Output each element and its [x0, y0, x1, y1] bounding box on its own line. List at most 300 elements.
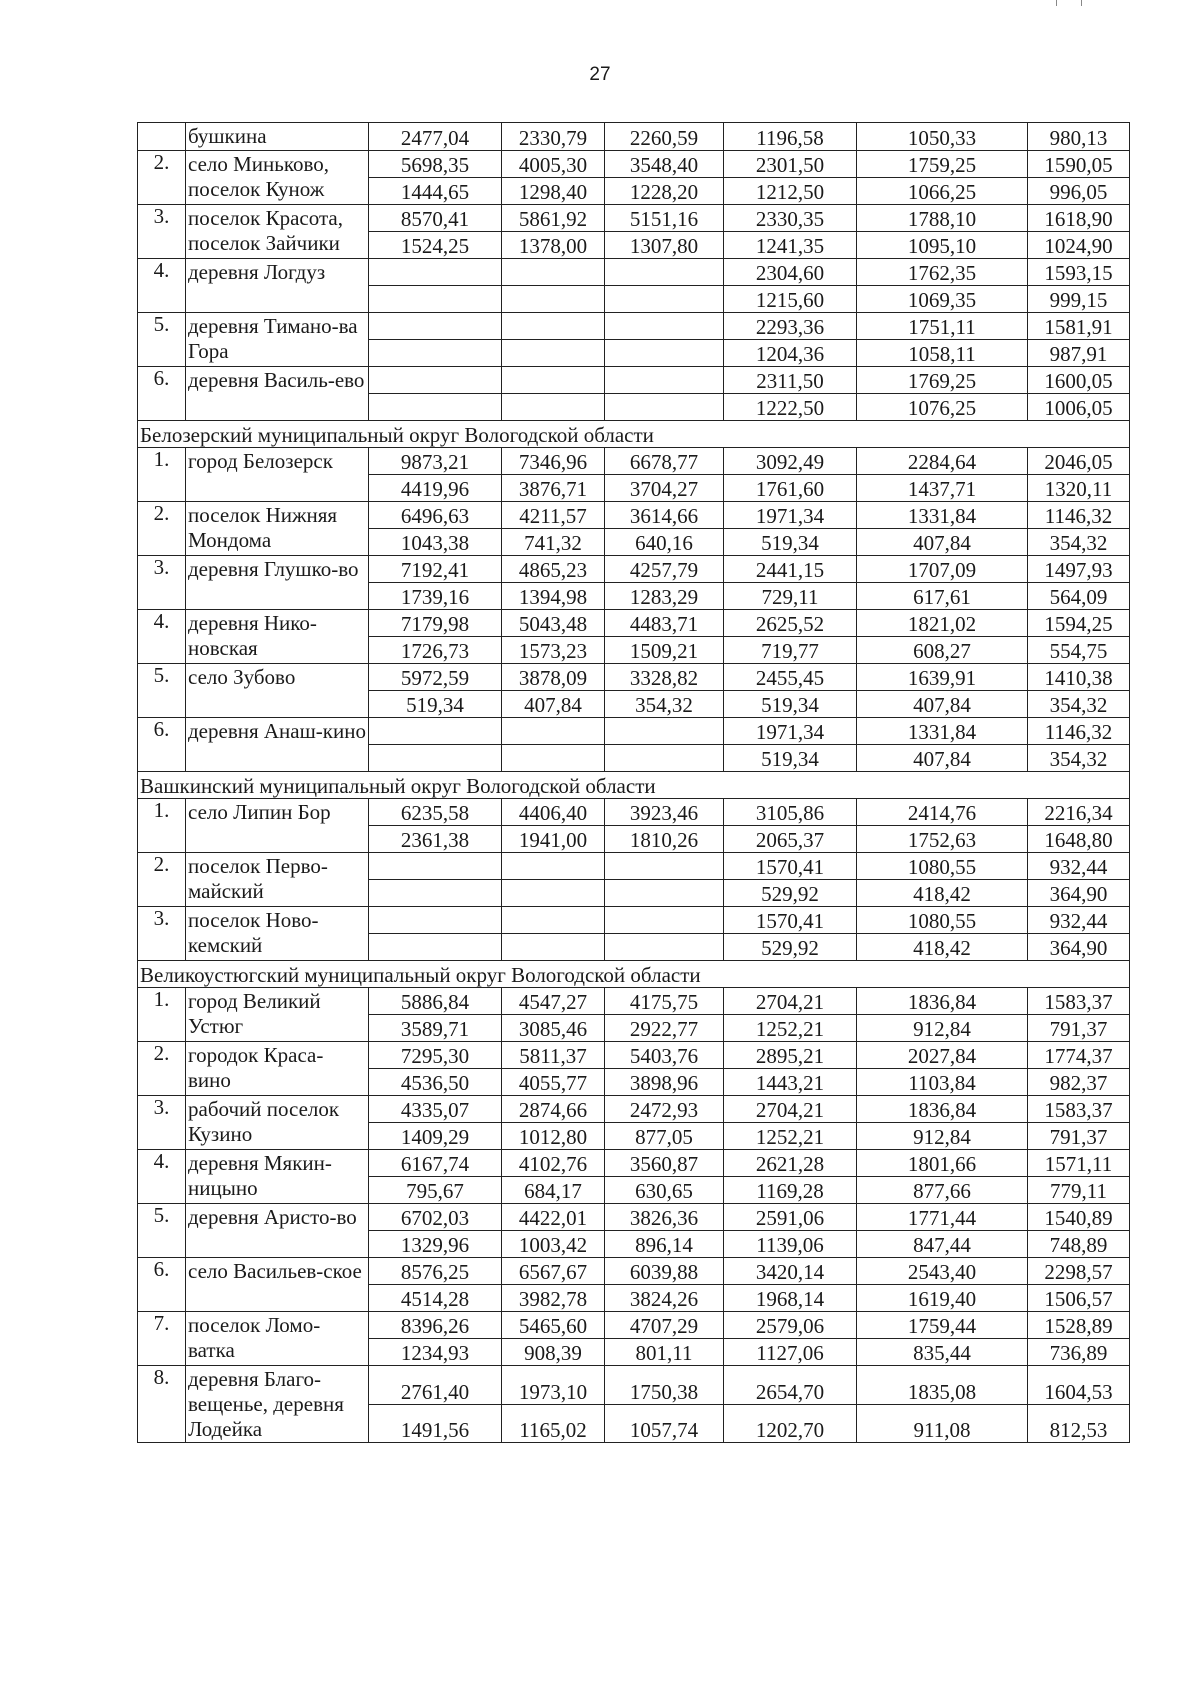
- row-number: 8.: [138, 1366, 186, 1443]
- value-cell: 2298,57: [1028, 1258, 1130, 1285]
- value-cell: 1788,10: [857, 205, 1028, 232]
- value-cell: 354,32: [1028, 745, 1130, 772]
- value-cell: 4483,71: [605, 610, 724, 637]
- value-cell: 3420,14: [724, 1258, 857, 1285]
- value-cell: [502, 367, 605, 394]
- value-cell: 564,09: [1028, 583, 1130, 610]
- value-cell: 1506,57: [1028, 1285, 1130, 1312]
- value-cell: [605, 907, 724, 934]
- value-cell: 2414,76: [857, 799, 1028, 826]
- value-cell: 4419,96: [369, 475, 502, 502]
- value-cell: 980,13: [1028, 123, 1130, 151]
- value-cell: 407,84: [857, 745, 1028, 772]
- value-cell: 6496,63: [369, 502, 502, 529]
- settlement-name: деревня Василь-ево: [186, 367, 369, 421]
- value-cell: 1570,41: [724, 853, 857, 880]
- value-cell: 1410,38: [1028, 664, 1130, 691]
- value-cell: 1759,25: [857, 151, 1028, 178]
- value-cell: 5465,60: [502, 1312, 605, 1339]
- value-cell: 1801,66: [857, 1150, 1028, 1177]
- value-cell: 1971,34: [724, 718, 857, 745]
- row-number: 2.: [138, 151, 186, 205]
- value-cell: 2441,15: [724, 556, 857, 583]
- value-cell: [605, 340, 724, 367]
- value-cell: 5043,48: [502, 610, 605, 637]
- value-cell: 2027,84: [857, 1042, 1028, 1069]
- value-cell: 4211,57: [502, 502, 605, 529]
- value-cell: 791,37: [1028, 1123, 1130, 1150]
- value-cell: 1540,89: [1028, 1204, 1130, 1231]
- district-title: Вашкинский муниципальный округ Вологодской области: [138, 772, 1130, 799]
- value-cell: [605, 745, 724, 772]
- value-cell: [369, 313, 502, 340]
- value-cell: 2260,59: [605, 123, 724, 151]
- value-cell: 2704,21: [724, 1096, 857, 1123]
- value-cell: 932,44: [1028, 853, 1130, 880]
- value-cell: 1234,93: [369, 1339, 502, 1366]
- value-cell: [605, 313, 724, 340]
- district-header-row: [138, 421, 1130, 448]
- value-cell: 1509,21: [605, 637, 724, 664]
- value-cell: 630,65: [605, 1177, 724, 1204]
- value-cell: 2301,50: [724, 151, 857, 178]
- value-cell: 2046,05: [1028, 448, 1130, 475]
- value-cell: 2216,34: [1028, 799, 1130, 826]
- value-cell: 1594,25: [1028, 610, 1130, 637]
- value-cell: 5972,59: [369, 664, 502, 691]
- value-cell: 1103,84: [857, 1069, 1028, 1096]
- value-cell: [502, 853, 605, 880]
- table-row: [138, 502, 1130, 529]
- value-cell: 364,90: [1028, 880, 1130, 907]
- value-cell: [369, 340, 502, 367]
- value-cell: 1252,21: [724, 1123, 857, 1150]
- value-cell: 1810,26: [605, 826, 724, 853]
- value-cell: 1590,05: [1028, 151, 1130, 178]
- value-cell: [502, 313, 605, 340]
- value-cell: 1726,73: [369, 637, 502, 664]
- value-cell: [369, 286, 502, 313]
- district-header-row: [138, 961, 1130, 988]
- table-row: [138, 718, 1130, 745]
- value-cell: 7295,30: [369, 1042, 502, 1069]
- value-cell: 1771,44: [857, 1204, 1028, 1231]
- value-cell: 407,84: [857, 529, 1028, 556]
- table-row: [138, 1204, 1130, 1231]
- value-cell: [369, 394, 502, 421]
- settlement-name: село Миньково, поселок Кунож: [186, 151, 369, 205]
- value-cell: 736,89: [1028, 1339, 1130, 1366]
- value-cell: 4865,23: [502, 556, 605, 583]
- value-cell: 4536,50: [369, 1069, 502, 1096]
- value-cell: 4175,75: [605, 988, 724, 1015]
- row-number: 4.: [138, 610, 186, 664]
- value-cell: 1003,42: [502, 1231, 605, 1258]
- value-cell: 1394,98: [502, 583, 605, 610]
- value-cell: 1581,91: [1028, 313, 1130, 340]
- value-cell: 1069,35: [857, 286, 1028, 313]
- settlement-name: деревня Аристо-во: [186, 1204, 369, 1258]
- value-cell: 7192,41: [369, 556, 502, 583]
- value-cell: 996,05: [1028, 178, 1130, 205]
- value-cell: [502, 286, 605, 313]
- row-number: 1.: [138, 448, 186, 502]
- table-row: [138, 1150, 1130, 1177]
- value-cell: 6702,03: [369, 1204, 502, 1231]
- value-cell: 1127,06: [724, 1339, 857, 1366]
- value-cell: 2895,21: [724, 1042, 857, 1069]
- row-number: 3.: [138, 1096, 186, 1150]
- value-cell: 877,66: [857, 1177, 1028, 1204]
- value-cell: [369, 853, 502, 880]
- settlement-name: поселок Перво-майский: [186, 853, 369, 907]
- table-row: [138, 151, 1130, 178]
- tariff-table-wrapper: [137, 122, 1130, 1443]
- value-cell: 1283,29: [605, 583, 724, 610]
- value-cell: 1761,60: [724, 475, 857, 502]
- value-cell: 3614,66: [605, 502, 724, 529]
- table-row: [138, 1042, 1130, 1069]
- value-cell: [369, 745, 502, 772]
- value-cell: 932,44: [1028, 907, 1130, 934]
- value-cell: 1006,05: [1028, 394, 1130, 421]
- value-cell: 4005,30: [502, 151, 605, 178]
- value-cell: 2874,66: [502, 1096, 605, 1123]
- value-cell: 519,34: [724, 529, 857, 556]
- value-cell: 2543,40: [857, 1258, 1028, 1285]
- table-row: [138, 907, 1130, 934]
- value-cell: 1012,80: [502, 1123, 605, 1150]
- value-cell: 1165,02: [502, 1404, 605, 1443]
- value-cell: 741,32: [502, 529, 605, 556]
- value-cell: 2472,93: [605, 1096, 724, 1123]
- value-cell: 7346,96: [502, 448, 605, 475]
- row-number: 7.: [138, 1312, 186, 1366]
- value-cell: 1759,44: [857, 1312, 1028, 1339]
- value-cell: 2330,79: [502, 123, 605, 151]
- row-number: 5.: [138, 664, 186, 718]
- district-header-row: [138, 772, 1130, 799]
- value-cell: 5811,37: [502, 1042, 605, 1069]
- value-cell: 3589,71: [369, 1015, 502, 1042]
- row-number: 2.: [138, 502, 186, 556]
- value-cell: 2621,28: [724, 1150, 857, 1177]
- value-cell: [605, 880, 724, 907]
- value-cell: 3548,40: [605, 151, 724, 178]
- value-cell: 791,37: [1028, 1015, 1130, 1042]
- value-cell: [369, 907, 502, 934]
- value-cell: 1583,37: [1028, 1096, 1130, 1123]
- table-row: [138, 1366, 1130, 1405]
- value-cell: 354,32: [1028, 529, 1130, 556]
- value-cell: 795,67: [369, 1177, 502, 1204]
- value-cell: 3878,09: [502, 664, 605, 691]
- value-cell: [502, 718, 605, 745]
- value-cell: 1222,50: [724, 394, 857, 421]
- value-cell: 1524,25: [369, 232, 502, 259]
- value-cell: 354,32: [605, 691, 724, 718]
- value-cell: 5886,84: [369, 988, 502, 1015]
- value-cell: 2455,45: [724, 664, 857, 691]
- settlement-name: деревня Глушко-во: [186, 556, 369, 610]
- value-cell: [502, 259, 605, 286]
- value-cell: 2330,35: [724, 205, 857, 232]
- value-cell: 896,14: [605, 1231, 724, 1258]
- value-cell: 1571,11: [1028, 1150, 1130, 1177]
- value-cell: 2477,04: [369, 123, 502, 151]
- settlement-name: село Зубово: [186, 664, 369, 718]
- row-number: 5.: [138, 1204, 186, 1258]
- value-cell: 1941,00: [502, 826, 605, 853]
- table-body: [138, 123, 1130, 1443]
- value-cell: 1169,28: [724, 1177, 857, 1204]
- value-cell: 1751,11: [857, 313, 1028, 340]
- value-cell: 1583,37: [1028, 988, 1130, 1015]
- table-row: [138, 799, 1130, 826]
- value-cell: 1298,40: [502, 178, 605, 205]
- scan-edge-mark: [1056, 0, 1082, 6]
- value-cell: 1212,50: [724, 178, 857, 205]
- value-cell: 1835,08: [857, 1366, 1028, 1405]
- value-cell: 1600,05: [1028, 367, 1130, 394]
- value-cell: [369, 934, 502, 961]
- value-cell: 1076,25: [857, 394, 1028, 421]
- settlement-name: бушкина: [186, 123, 369, 151]
- value-cell: [369, 880, 502, 907]
- value-cell: 4257,79: [605, 556, 724, 583]
- value-cell: 982,37: [1028, 1069, 1130, 1096]
- value-cell: 1707,09: [857, 556, 1028, 583]
- district-title: Белозерский муниципальный округ Вологодской области: [138, 421, 1130, 448]
- value-cell: 877,05: [605, 1123, 724, 1150]
- value-cell: 6235,58: [369, 799, 502, 826]
- value-cell: 1618,90: [1028, 205, 1130, 232]
- value-cell: 4707,29: [605, 1312, 724, 1339]
- value-cell: 5151,16: [605, 205, 724, 232]
- value-cell: 1619,40: [857, 1285, 1028, 1312]
- value-cell: 1080,55: [857, 853, 1028, 880]
- value-cell: 2922,77: [605, 1015, 724, 1042]
- value-cell: 2625,52: [724, 610, 857, 637]
- value-cell: 1769,25: [857, 367, 1028, 394]
- value-cell: 1648,80: [1028, 826, 1130, 853]
- table-row: [138, 123, 1130, 151]
- value-cell: 1307,80: [605, 232, 724, 259]
- value-cell: [369, 718, 502, 745]
- value-cell: 554,75: [1028, 637, 1130, 664]
- value-cell: [605, 286, 724, 313]
- value-cell: 2293,36: [724, 313, 857, 340]
- value-cell: 1329,96: [369, 1231, 502, 1258]
- value-cell: 3826,36: [605, 1204, 724, 1231]
- table-row: [138, 259, 1130, 286]
- value-cell: 1204,36: [724, 340, 857, 367]
- row-number: 4.: [138, 259, 186, 313]
- value-cell: 999,15: [1028, 286, 1130, 313]
- value-cell: 1752,63: [857, 826, 1028, 853]
- table-row: [138, 448, 1130, 475]
- value-cell: 4055,77: [502, 1069, 605, 1096]
- value-cell: 4335,07: [369, 1096, 502, 1123]
- value-cell: 640,16: [605, 529, 724, 556]
- value-cell: 1593,15: [1028, 259, 1130, 286]
- value-cell: 801,11: [605, 1339, 724, 1366]
- settlement-name: деревня Мякин-ницыно: [186, 1150, 369, 1204]
- value-cell: 2591,06: [724, 1204, 857, 1231]
- value-cell: 779,11: [1028, 1177, 1130, 1204]
- value-cell: [605, 259, 724, 286]
- settlement-name: деревня Тимано-ва Гора: [186, 313, 369, 367]
- value-cell: 1836,84: [857, 1096, 1028, 1123]
- value-cell: 6678,77: [605, 448, 724, 475]
- value-cell: 407,84: [502, 691, 605, 718]
- value-cell: 4547,27: [502, 988, 605, 1015]
- settlement-name: деревня Анаш-кино: [186, 718, 369, 772]
- value-cell: 4102,76: [502, 1150, 605, 1177]
- value-cell: 812,53: [1028, 1404, 1130, 1443]
- value-cell: 364,90: [1028, 934, 1130, 961]
- value-cell: 1196,58: [724, 123, 857, 151]
- value-cell: 2284,64: [857, 448, 1028, 475]
- value-cell: 684,17: [502, 1177, 605, 1204]
- value-cell: 2579,06: [724, 1312, 857, 1339]
- value-cell: 1973,10: [502, 1366, 605, 1405]
- value-cell: 1252,21: [724, 1015, 857, 1042]
- value-cell: 2311,50: [724, 367, 857, 394]
- value-cell: 529,92: [724, 880, 857, 907]
- value-cell: 1762,35: [857, 259, 1028, 286]
- row-number: 6.: [138, 367, 186, 421]
- row-number: 3.: [138, 205, 186, 259]
- value-cell: 407,84: [857, 691, 1028, 718]
- value-cell: 2761,40: [369, 1366, 502, 1405]
- value-cell: 3092,49: [724, 448, 857, 475]
- value-cell: 1739,16: [369, 583, 502, 610]
- value-cell: 5403,76: [605, 1042, 724, 1069]
- table-row: [138, 205, 1130, 232]
- value-cell: 1437,71: [857, 475, 1028, 502]
- settlement-name: город Белозерск: [186, 448, 369, 502]
- value-cell: 1570,41: [724, 907, 857, 934]
- value-cell: 6167,74: [369, 1150, 502, 1177]
- settlement-name: деревня Нико-новская: [186, 610, 369, 664]
- value-cell: 5861,92: [502, 205, 605, 232]
- value-cell: 3328,82: [605, 664, 724, 691]
- value-cell: 3085,46: [502, 1015, 605, 1042]
- value-cell: 1409,29: [369, 1123, 502, 1150]
- value-cell: 1491,56: [369, 1404, 502, 1443]
- value-cell: 1331,84: [857, 718, 1028, 745]
- value-cell: 719,77: [724, 637, 857, 664]
- value-cell: 608,27: [857, 637, 1028, 664]
- value-cell: 617,61: [857, 583, 1028, 610]
- tariff-table: [137, 122, 1130, 1443]
- value-cell: 9873,21: [369, 448, 502, 475]
- value-cell: 1573,23: [502, 637, 605, 664]
- value-cell: 1971,34: [724, 502, 857, 529]
- value-cell: 1331,84: [857, 502, 1028, 529]
- value-cell: 4422,01: [502, 1204, 605, 1231]
- value-cell: 1774,37: [1028, 1042, 1130, 1069]
- table-row: [138, 556, 1130, 583]
- value-cell: 1228,20: [605, 178, 724, 205]
- value-cell: 1241,35: [724, 232, 857, 259]
- value-cell: 3898,96: [605, 1069, 724, 1096]
- table-row: [138, 664, 1130, 691]
- table-row: [138, 988, 1130, 1015]
- value-cell: 1095,10: [857, 232, 1028, 259]
- value-cell: 519,34: [724, 691, 857, 718]
- value-cell: 1836,84: [857, 988, 1028, 1015]
- row-number: 2.: [138, 853, 186, 907]
- value-cell: 8570,41: [369, 205, 502, 232]
- value-cell: 1443,21: [724, 1069, 857, 1096]
- value-cell: 1146,32: [1028, 718, 1130, 745]
- settlement-name: село Липин Бор: [186, 799, 369, 853]
- value-cell: 1057,74: [605, 1404, 724, 1443]
- row-number: 1.: [138, 988, 186, 1042]
- value-cell: 3824,26: [605, 1285, 724, 1312]
- value-cell: [605, 934, 724, 961]
- value-cell: [605, 853, 724, 880]
- value-cell: [605, 718, 724, 745]
- value-cell: 3923,46: [605, 799, 724, 826]
- value-cell: 4514,28: [369, 1285, 502, 1312]
- settlement-name: деревня Логдуз: [186, 259, 369, 313]
- settlement-name: поселок Ново-кемский: [186, 907, 369, 961]
- value-cell: 418,42: [857, 934, 1028, 961]
- value-cell: 1043,38: [369, 529, 502, 556]
- value-cell: 1066,25: [857, 178, 1028, 205]
- value-cell: 2704,21: [724, 988, 857, 1015]
- value-cell: 2304,60: [724, 259, 857, 286]
- value-cell: 748,89: [1028, 1231, 1130, 1258]
- settlement-name: рабочий поселок Кузино: [186, 1096, 369, 1150]
- district-title: Великоустюгский муниципальный округ Вологодской области: [138, 961, 1130, 988]
- value-cell: 1378,00: [502, 232, 605, 259]
- settlement-name: деревня Благо-вещенье, деревня Лодейка: [186, 1366, 369, 1443]
- value-cell: 2654,70: [724, 1366, 857, 1405]
- settlement-name: городок Краса-вино: [186, 1042, 369, 1096]
- value-cell: 1058,11: [857, 340, 1028, 367]
- value-cell: 847,44: [857, 1231, 1028, 1258]
- value-cell: 1604,53: [1028, 1366, 1130, 1405]
- settlement-name: поселок Ломо-ватка: [186, 1312, 369, 1366]
- value-cell: 1320,11: [1028, 475, 1130, 502]
- value-cell: 1139,06: [724, 1231, 857, 1258]
- value-cell: 1215,60: [724, 286, 857, 313]
- value-cell: [502, 934, 605, 961]
- value-cell: 835,44: [857, 1339, 1028, 1366]
- table-row: [138, 367, 1130, 394]
- value-cell: [502, 340, 605, 367]
- value-cell: 3704,27: [605, 475, 724, 502]
- value-cell: [502, 907, 605, 934]
- value-cell: 908,39: [502, 1339, 605, 1366]
- settlement-name: поселок Нижняя Мондома: [186, 502, 369, 556]
- value-cell: 5698,35: [369, 151, 502, 178]
- value-cell: 1080,55: [857, 907, 1028, 934]
- value-cell: 3105,86: [724, 799, 857, 826]
- value-cell: 1528,89: [1028, 1312, 1130, 1339]
- value-cell: [369, 367, 502, 394]
- value-cell: 6567,67: [502, 1258, 605, 1285]
- value-cell: 1146,32: [1028, 502, 1130, 529]
- table-row: [138, 1096, 1130, 1123]
- value-cell: [502, 394, 605, 421]
- value-cell: [502, 880, 605, 907]
- value-cell: 1024,90: [1028, 232, 1130, 259]
